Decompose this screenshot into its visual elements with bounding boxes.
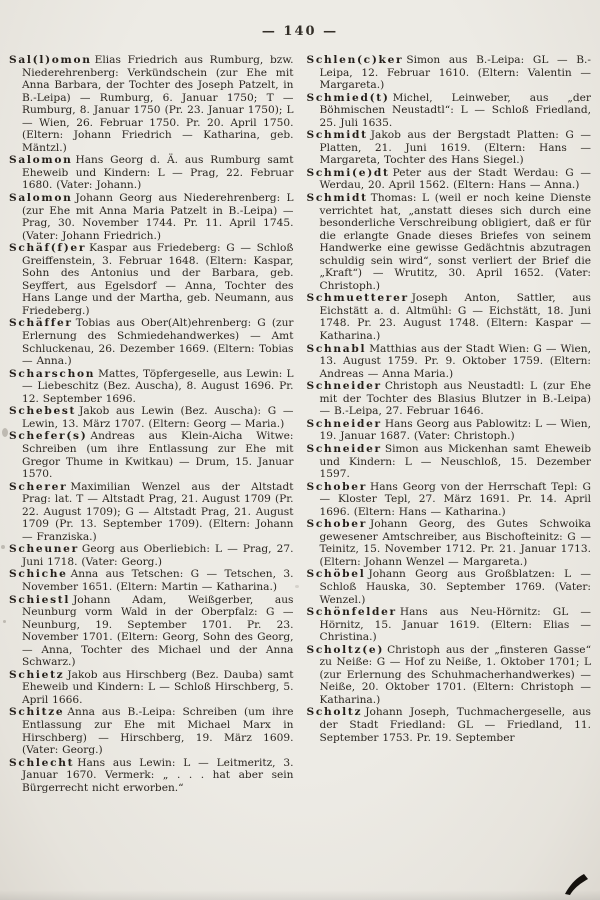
register-entry [9,154,294,192]
scan-speckle [2,428,8,437]
entry-text: Hans Georg d. Ä. aus Rumburg samt Eheweib und Kindern: L — Prag, 22. Februar 1680. (Vater: Johann.) [22,154,294,192]
entry-surname: Schneider [306,417,382,430]
register-entry [307,54,592,92]
register-entry [307,129,592,167]
register-entry [307,706,592,744]
entry-text: Peter aus der Stadt Werdau: G — Werdau, 20. April 1562. (Eltern: Hans — Anna.) [319,166,591,192]
entry-text: Michel, Leinweber, aus „der Böhmischen Neustadtl“: L — Schloß Friedland, 25. Juli 1635. [319,91,591,129]
entry-surname: Schmi(e)dt [306,166,390,179]
register-entry [9,192,294,242]
entry-text: Simon aus Mickenhan samt Eheweib und Kindern: L — Neuschloß, 15. Dezember 1597. [319,442,591,481]
entry-surname: Schiestl [9,593,71,606]
entry-surname: Schönfelder [306,606,397,619]
register-entry [9,594,294,669]
register-entry [9,405,294,430]
register-entry [9,543,294,568]
entry-text: Mattes, Töpfergeselle, aus Lewin: L — Liebeschitz (Bez. Auscha), 8. August 1696. Pr. 12. September 1696. [22,367,294,405]
entry-text: Hans Georg aus Pablowitz: L — Wien, 19. Januar 1687. (Vater: Christoph.) [319,417,591,443]
register-entry [307,192,592,292]
entry-surname: Schäffer [9,317,73,330]
register-entry [9,757,294,795]
entry-surname: Schober [306,480,367,493]
entry-text: Anna aus B.-Leipa: Schreiben (um ihre Entlassung zur Ehe mit Michael Marx in Hirschberg) — Hirschberg, 19. März 1609. (Vater: Georg.) [22,706,294,757]
entry-surname: Schäf(f)er [9,242,87,255]
entry-surname: Schlen(c)ker [306,54,404,66]
entry-surname: Schmuetterer [306,292,409,305]
scan-speckle [3,620,6,623]
entry-text: Joseph Anton, Sattler, aus Eichstätt a. d. Altmühl: G — Eichstätt, 18. Juni 1748. Pr. 23. August 1748. (Eltern: Kaspar — Katharina.) [319,292,591,343]
text-columns [0,39,600,794]
register-entry [9,481,294,544]
entry-text: Jakob aus Hirschberg (Bez. Dauba) samt Eheweib und Kindern: L — Schloß Hirschberg, 5. April 1666. [22,668,294,706]
entry-text: Maximilian Wenzel aus der Altstadt Prag: lat. T — Altstadt Prag, 21. August 1709 (Pr. 22. August 1709); G — Altstadt Prag, 21. August 1709 (Pr. 13. September 1709). (Eltern: Johann — Franziska.) [22,480,294,543]
register-entry [9,706,294,756]
register-entry [9,242,294,317]
page-number: — 140 — [261,24,339,39]
entry-text: Matthias aus der Stadt Wien: G — Wien, 13. August 1759. Pr. 9. Oktober 1759. (Eltern: Andreas — Anna Maria.) [319,342,591,380]
entry-surname: Salomon [9,192,73,205]
entry-surname: Schlecht [9,756,75,769]
register-entry [307,481,592,519]
right-column [307,54,592,794]
entry-text: Christoph aus der „finsteren Gasse“ zu Neiße: G — Hof zu Neiße, 1. Oktober 1701; L (zur Erlernung des Schuhmacherhandwerkes) — Neiße, 20. Oktober 1701. (Eltern: Christoph — Katharina.) [319,643,591,706]
entry-surname: Schefer(s) [9,430,88,443]
entry-surname: Scholtz(e) [306,643,385,656]
entry-text: Thomas: L (weil er noch keine Dienste verrichtet hat, „anstatt dieses sich durch eine besonderliche Verschreibung obligiert, daß er für die erlangte Gnade dieses Briefes von seinem Handwerke eine gewisse Gedächtnis abzutragen schuldig sein wird“, sonst verliert der Brief die „Kraft“) — Wrutitz, 30. April 1652. (Vater: Christoph.) [319,192,591,292]
entry-text: Johann Georg, des Gutes Schwoika gewesener Amtschreiber, aus Bischofteinitz: G — Teinitz, 15. November 1712. Pr. 21. Januar 1713. (Eltern: Johann Wenzel — Margareta.) [319,518,591,568]
entry-surname: Schietz [9,668,65,681]
register-entry [307,380,592,418]
entry-surname: Schmied(t) [306,91,390,104]
entry-text: Anna aus Tetschen: G — Tetschen, 3. November 1651. (Eltern: Martin — Katharina.) [22,568,294,593]
entry-text: Jakob aus Lewin (Bez. Auscha): G — Lewin, 13. März 1707. (Eltern: Georg — Maria.) [22,405,294,430]
entry-text: Hans aus Neu-Hörnitz: GL — Hörnitz, 15. Januar 1619. (Eltern: Elias — Christina.) [319,606,591,644]
entry-text: Elias Friedrich aus Rumburg, bzw. Niederehrenberg: Verkündschein (zur Ehe mit Anna Barbara, der Tochter des Joseph Patzelt, in B.-Leipa) — Rumburg, 6. Januar 1750; T — Rumburg, 8. Januar 1750 (Pr. 23. Januar 1750); L — Wien, 26. Februar 1750. Pr. 20. April 1750. (Eltern: Johann Friedrich — Katharina, geb. Mäntzl.) [22,54,294,154]
entry-text: Johann Joseph, Tuchmachergeselle, aus der Stadt Friedland: GL — Friedland, 11. September 1753. Pr. 19. September [319,706,591,744]
register-entry [307,418,592,443]
entry-surname: Schebest [9,405,77,418]
entry-surname: Scherer [9,480,68,493]
entry-surname: Schöbel [306,568,366,581]
entry-text: Johann Georg aus Niederehrenberg: L (zur Ehe mit Anna Maria Patzelt in B.-Leipa) — Prag, 30. November 1744. Pr. 11. April 1745. (Vater: Johann Friedrich.) [22,192,294,242]
register-entry [307,518,592,568]
register-entry [9,669,294,707]
entry-surname: Scharschon [9,367,96,380]
entry-text: Christoph aus Neustadtl: L (zur Ehe mit der Tochter des Blasius Blutzer in B.-Leipa) — B.-Leipa, 27. Februar 1646. [319,380,591,418]
entry-text: Tobias aus Ober(Alt)ehrenberg: G (zur Erlernung des Schmiedehandwerkes) — Amt Schluckenau, 26. Dezember 1669. (Eltern: Tobias — Anna.) [22,317,294,368]
register-entry [307,343,592,381]
entry-text: Andreas aus Klein-Aicha Witwe: Schreiben (um ihre Entlassung zur Ehe mit Gregor Thume in Kwitkau) — Drum, 15. Januar 1570. [22,430,294,481]
register-entry [307,443,592,481]
entry-surname: Schober [306,518,367,531]
scan-speckle [1,545,5,549]
entry-surname: Schneider [306,442,382,455]
entry-surname: Schnabl [306,342,367,355]
entry-text: Simon aus B.-Leipa: GL — B.-Leipa, 12. Februar 1610. (Eltern: Valentin — Margareta.) [319,54,591,92]
entry-surname: Schitze [9,706,65,719]
entry-surname: Scholtz [306,706,363,719]
register-entry [9,54,294,154]
register-entry [9,317,294,367]
register-entry [9,368,294,406]
entry-text: Johann Georg aus Großblatzen: L — Schloß Hauska, 30. September 1769. (Vater: Wenzel.) [319,568,591,606]
page-edge-shadow [0,890,600,900]
entry-surname: Schmidt [306,192,368,205]
register-entry [307,167,592,192]
left-column [9,54,294,794]
entry-text: Johann Adam, Weißgerber, aus Neunburg vorm Wald in der Oberpfalz: G — Neunburg, 19. September 1701. Pr. 23. November 1701. (Eltern: Georg, Sohn des Georg, — Anna, Tochter des Michael und der Anna Schwarz.) [22,593,294,669]
entry-text: Jakob aus der Bergstadt Platten: G — Platten, 21. Juni 1619. (Eltern: Hans — Margareta, Tochter des Hans Siegel.) [319,129,591,167]
register-entry [9,568,294,593]
entry-surname: Schmidt [306,129,368,142]
register-entry [307,292,592,342]
entry-text: Georg aus Oberliebich: L — Prag, 27. Juni 1718. (Vater: Georg.) [22,543,294,568]
entry-text: Kaspar aus Friedeberg: G — Schloß Greiffenstein, 3. Februar 1648. (Eltern: Kaspar, Sohn des Antonius und der Barbara, geb. Seyffert, aus Egelsdorf — Anna, Tochter des Hans Lange und der Martha, geb. Neumann, aus Friedeberg.) [22,242,294,317]
entry-surname: Scheuner [9,543,79,556]
register-entry [9,430,294,480]
entry-surname: Sal(l)omon [9,54,92,66]
entry-surname: Schiche [9,568,68,581]
register-entry [307,568,592,606]
entry-surname: Salomon [9,154,73,167]
scan-speckle [295,585,299,588]
register-entry [307,606,592,644]
entry-surname: Schneider [306,380,382,393]
register-entry [307,644,592,707]
entry-text: Hans Georg von der Herrschaft Tepl: G — Kloster Tepl, 27. März 1691. Pr. 14. April 1696. (Eltern: Hans — Katharina.) [319,480,591,518]
register-entry [307,92,592,130]
entry-text: Hans aus Lewin: L — Leitmeritz, 3. Januar 1670. Vermerk: „ . . . hat aber sein Bürgerrecht nicht erworben.“ [22,756,294,794]
